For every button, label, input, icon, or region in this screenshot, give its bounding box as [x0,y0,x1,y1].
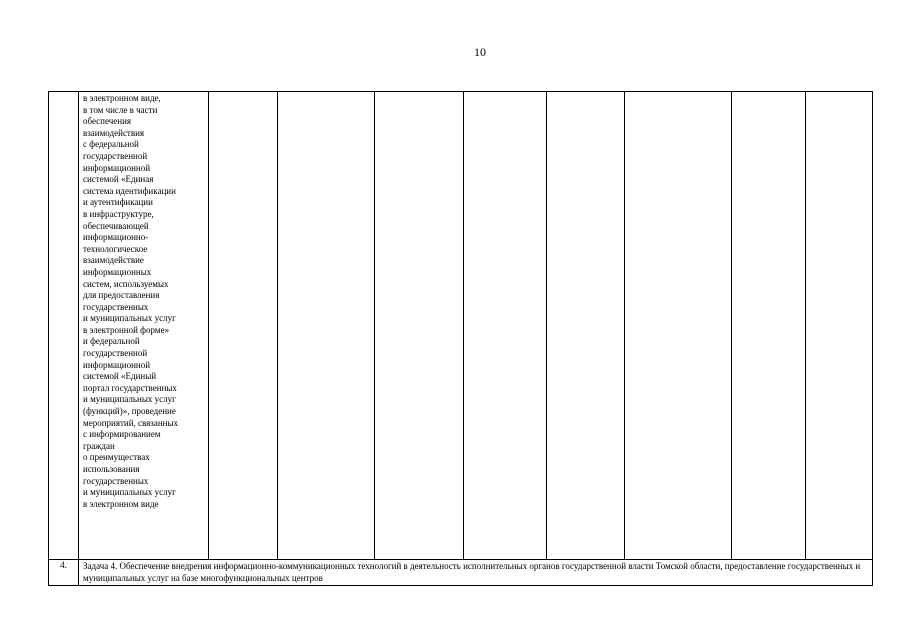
description-line: портал государственных [83,382,177,393]
task-title-cell: Задача 4. Обеспечение внедрения информационно-коммуникационных технологий в деятельность исполнительных органов государственной власти Томской области, предоставление государственных и муниципальных услуг на базе многофункциональных центров [79,560,873,586]
table-row-task [49,560,873,586]
description-line: с информированием [83,429,161,440]
description-line: и муниципальных услуг [83,313,176,324]
description-line: в электронном виде [83,498,159,509]
description-line: и федеральной [83,336,140,347]
description-line: системой «Единый [83,371,157,382]
description-line: обеспечивающей [83,220,149,231]
description-line: и муниципальных услуг [83,487,176,498]
description-line: о преимуществах [83,452,150,463]
description-line: технологическое [83,243,148,254]
description-line: граждан [83,440,115,451]
description-line: с федеральной [83,139,139,150]
table-cell [278,92,375,560]
description-line: информационной [83,359,151,370]
description-line: информационных [83,266,152,277]
description-line: (функций)», проведение [83,406,176,417]
table-cell [732,92,806,560]
description-line: информационной [83,162,151,173]
table-row-continuation [49,92,873,560]
description-line: использования [83,464,140,474]
description-line: государственной [83,348,148,359]
description-line: мероприятий, связанных [83,417,179,428]
page-number: 10 [474,45,486,59]
description-line: и аутентификации [83,197,153,208]
row-number-cell [49,92,79,560]
description-line: государственных [83,475,149,486]
description-line: обеспечения [83,116,132,127]
table-cell [806,92,873,560]
table-cell [625,92,732,560]
description-line: в электронном виде, [83,93,161,103]
table-cell [547,92,625,560]
task-number-cell: 4. [49,560,79,586]
description-line: в том числе в части [83,104,158,115]
measure-description-cell [79,92,209,560]
measure-description-text [83,93,208,510]
description-line: взаимодействия [83,127,145,138]
description-line: в инфраструктуре, [83,208,154,219]
description-line: для предоставления [83,290,160,301]
description-line: государственной [83,150,148,161]
description-line: государственных [83,301,149,312]
description-line: в электронной форме» [83,324,170,335]
description-line: система идентификации [83,185,176,196]
description-line: системой «Единая [83,174,154,185]
table-cell [464,92,547,560]
description-line: систем, используемых [83,278,169,289]
description-line: информационно- [83,232,149,243]
description-line: и муниципальных услуг [83,394,176,405]
table-cell [375,92,464,560]
measures-table [48,91,873,586]
description-line: взаимодействие [83,255,144,266]
table-cell [209,92,278,560]
